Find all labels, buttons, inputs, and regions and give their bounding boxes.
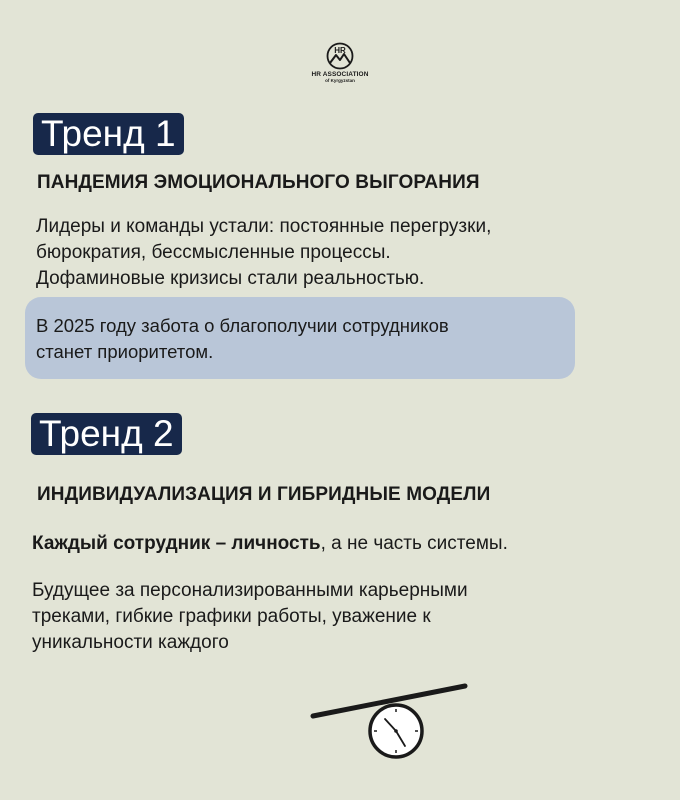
logo-title: HR ASSOCIATION (311, 71, 369, 78)
trend-1-description (36, 214, 491, 292)
logo-mark: HR (334, 46, 346, 55)
lead-bold: Каждый сотрудник – личность (32, 533, 321, 554)
logo-subtitle: of Kyrgyzstan (325, 78, 355, 83)
text-line: Будущее за персонализированными карьерными (32, 580, 468, 601)
clock-balance-illustration (305, 676, 480, 769)
clock-balance-icon (305, 676, 480, 764)
text-line: Лидеры и команды устали: постоянные перегрузки, (36, 216, 492, 237)
mountain-logo-icon (325, 42, 355, 70)
text-line: уникальности каждого (32, 632, 229, 653)
text-line: станет приоритетом. (36, 341, 214, 362)
text-line: треками, гибкие графики работы, уважение к (32, 606, 431, 627)
trend-2-lead (32, 531, 508, 557)
text-line: В 2025 году забота о благополучии сотрудников (36, 315, 449, 336)
text-line: Дофаминовые кризисы стали реальностью. (36, 268, 425, 289)
lead-rest: , а не часть системы. (320, 533, 508, 554)
trend-1-callout-text (36, 313, 449, 365)
trend-2-badge: Тренд 2 (31, 413, 182, 455)
trend-2-heading: ИНДИВИДУАЛИЗАЦИЯ И ГИБРИДНЫЕ МОДЕЛИ (37, 484, 491, 505)
trend-1-badge: Тренд 1 (33, 113, 184, 155)
trend-1-heading: ПАНДЕМИЯ ЭМОЦИОНАЛЬНОГО ВЫГОРАНИЯ (37, 172, 480, 193)
trend-2-description (32, 578, 468, 656)
hr-association-logo (305, 42, 375, 83)
text-line: бюрократия, бессмысленные процессы. (36, 242, 391, 263)
